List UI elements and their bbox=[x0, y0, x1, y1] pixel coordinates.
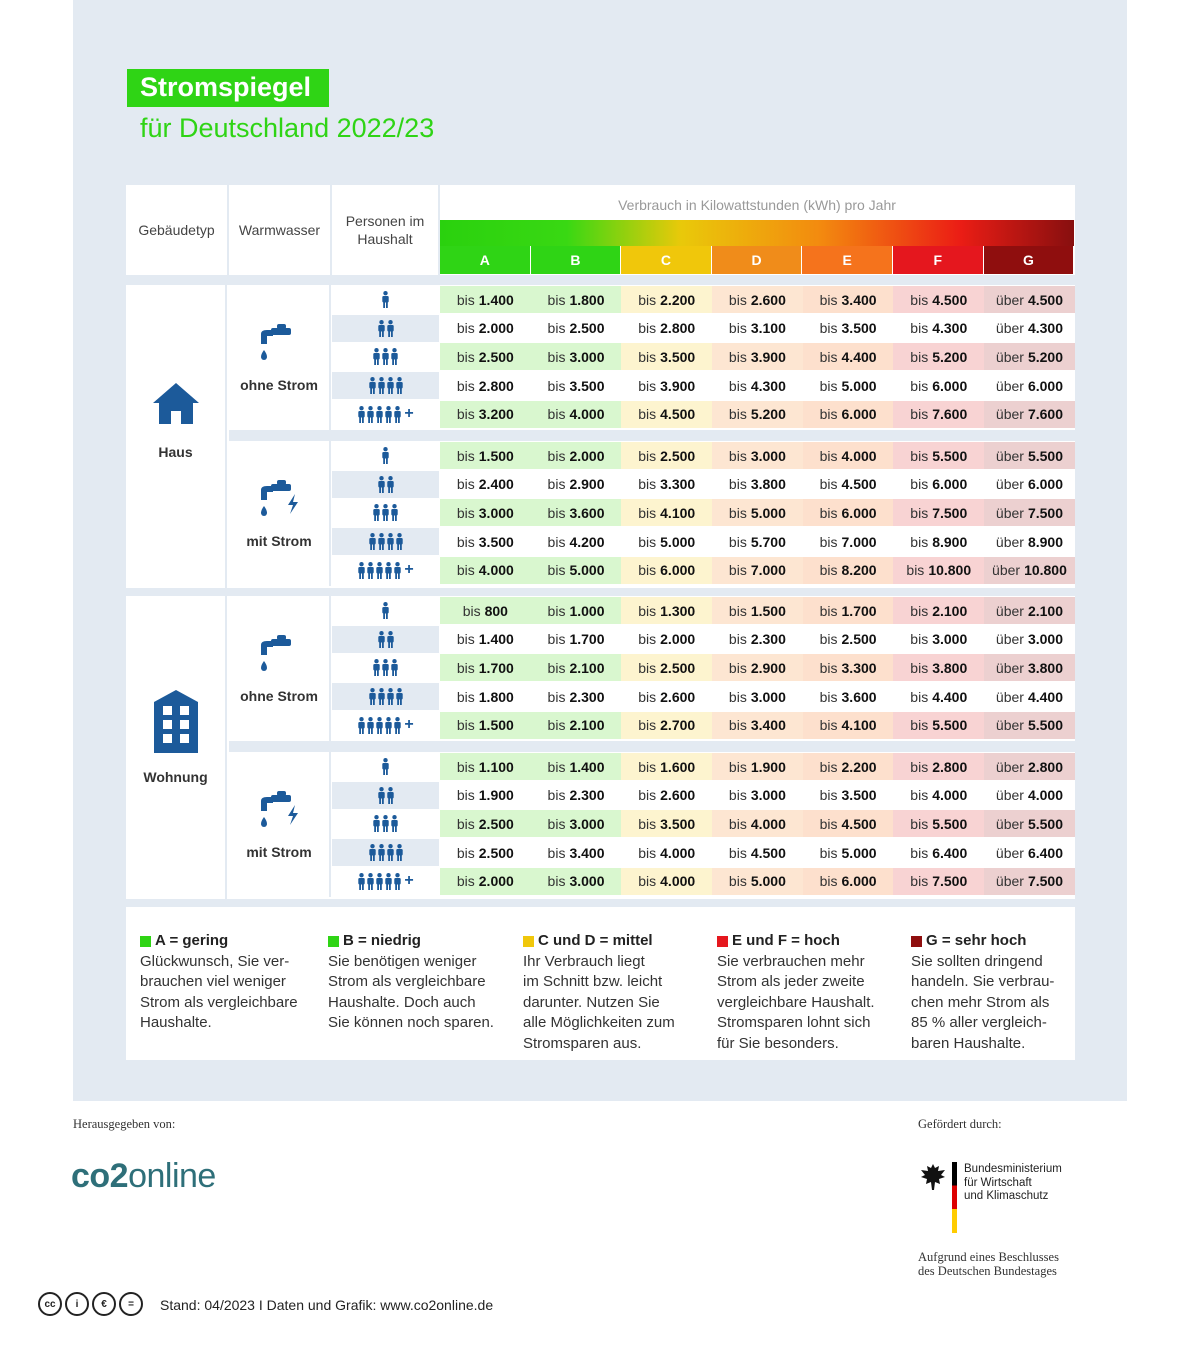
subgroup-mit-strom bbox=[229, 752, 1074, 897]
value-cell-d: bis 1.900 bbox=[712, 753, 803, 780]
value-cell-b: bis 1.800 bbox=[531, 286, 622, 313]
value-cell-g: über 7.600 bbox=[984, 401, 1075, 428]
value-cell-b: bis 1.400 bbox=[531, 753, 622, 780]
ministry-line-1: Bundesministerium bbox=[964, 1163, 1062, 1175]
license-icons bbox=[38, 1292, 143, 1316]
value-cell-b: bis 4.200 bbox=[531, 528, 622, 555]
persons-1-icon bbox=[332, 597, 440, 624]
value-cell-b: bis 3.000 bbox=[531, 810, 622, 837]
value-cell-d: bis 1.500 bbox=[712, 597, 803, 624]
value-cell-c: bis 2.600 bbox=[621, 683, 712, 710]
subgroup-ohne-strom bbox=[229, 596, 1074, 741]
building-type-cell bbox=[126, 596, 227, 899]
table-row bbox=[332, 597, 1075, 624]
value-cell-c: bis 4.000 bbox=[621, 839, 712, 866]
value-cell-b: bis 3.600 bbox=[531, 499, 622, 526]
legend-item: A = gering Glückwunsch, Sie ver- brauchen viel weniger Strom als vergleichbare Haushalte. bbox=[140, 932, 298, 1031]
noncommercial-icon: € bbox=[92, 1292, 116, 1316]
value-cell-a: bis 1.900 bbox=[440, 782, 531, 809]
building-type-label: Haus bbox=[158, 444, 193, 460]
value-cell-b: bis 3.000 bbox=[531, 868, 622, 895]
value-cell-c: bis 2.700 bbox=[621, 712, 712, 739]
cc-icon: cc bbox=[38, 1292, 62, 1316]
faucet-electric-icon bbox=[257, 789, 301, 836]
table-row bbox=[332, 372, 1075, 399]
table-row bbox=[332, 343, 1075, 370]
attribution-icon: i bbox=[65, 1292, 89, 1316]
legend-item: C und D = mittel Ihr Verbrauch liegt im Schnitt bzw. leicht darunter. Nutzen Sie alle Möglichkeiten zum Stromsparen aus. bbox=[523, 932, 675, 1052]
value-cell-e: bis 3.500 bbox=[803, 315, 894, 342]
table-row bbox=[332, 683, 1075, 710]
persons-2-icon bbox=[332, 471, 440, 498]
warmwasser-label: ohne Strom bbox=[240, 688, 318, 704]
value-cell-e: bis 8.200 bbox=[803, 557, 894, 584]
value-cell-b: bis 2.500 bbox=[531, 315, 622, 342]
persons-3-icon bbox=[332, 810, 440, 837]
value-cell-e: bis 2.500 bbox=[803, 626, 894, 653]
value-cell-g: über 4.000 bbox=[984, 782, 1075, 809]
value-cell-d: bis 3.100 bbox=[712, 315, 803, 342]
value-cell-b: bis 2.100 bbox=[531, 654, 622, 681]
value-cell-g: über 3.000 bbox=[984, 626, 1075, 653]
value-cell-e: bis 4.500 bbox=[803, 471, 894, 498]
value-cell-a: bis 1.500 bbox=[440, 712, 531, 739]
value-cell-c: bis 4.500 bbox=[621, 401, 712, 428]
class-label-b: B bbox=[531, 246, 622, 274]
value-cell-c: bis 2.500 bbox=[621, 654, 712, 681]
value-cell-f: bis 5.500 bbox=[893, 810, 984, 837]
persons-2-icon bbox=[332, 315, 440, 342]
class-label-a: A bbox=[440, 246, 531, 274]
value-cell-f: bis 7.500 bbox=[893, 868, 984, 895]
page-title: Stromspiegel bbox=[127, 69, 329, 107]
legend-item: B = niedrig Sie benötigen weniger Strom als vergleichbare Haushalte. Doch auch Sie können noch sparen. bbox=[328, 932, 494, 1031]
page-subtitle: für Deutschland 2022/23 bbox=[140, 113, 435, 143]
value-cell-f: bis 6.000 bbox=[893, 372, 984, 399]
value-cell-d: bis 5.000 bbox=[712, 868, 803, 895]
value-cell-c: bis 2.500 bbox=[621, 442, 712, 469]
value-cell-f: bis 2.800 bbox=[893, 753, 984, 780]
value-cell-a: bis 2.500 bbox=[440, 343, 531, 370]
group-haus bbox=[126, 285, 1075, 588]
stand-credits: Stand: 04/2023 I Daten und Grafik: www.co2online.de bbox=[160, 1297, 494, 1313]
value-cell-d: bis 2.600 bbox=[712, 286, 803, 313]
warmwasser-label: ohne Strom bbox=[240, 377, 318, 393]
value-cell-b: bis 3.000 bbox=[531, 343, 622, 370]
value-cell-c: bis 3.500 bbox=[621, 810, 712, 837]
value-cell-d: bis 4.300 bbox=[712, 372, 803, 399]
value-cell-g: über 6.000 bbox=[984, 372, 1075, 399]
table-row bbox=[332, 626, 1075, 653]
sponsor-label: Gefördert durch: bbox=[918, 1117, 1002, 1131]
persons-4-icon bbox=[332, 528, 440, 555]
value-cell-b: bis 4.000 bbox=[531, 401, 622, 428]
value-cell-g: über 5.500 bbox=[984, 810, 1075, 837]
federal-eagle-icon bbox=[919, 1162, 947, 1192]
value-cell-f: bis 4.400 bbox=[893, 683, 984, 710]
value-cell-e: bis 6.000 bbox=[803, 499, 894, 526]
value-cell-b: bis 2.900 bbox=[531, 471, 622, 498]
value-cell-d: bis 4.000 bbox=[712, 810, 803, 837]
value-cell-a: bis 3.500 bbox=[440, 528, 531, 555]
value-cell-g: über 4.400 bbox=[984, 683, 1075, 710]
value-cell-d: bis 5.200 bbox=[712, 401, 803, 428]
value-cell-d: bis 7.000 bbox=[712, 557, 803, 584]
subgroup-ohne-strom bbox=[229, 285, 1074, 430]
header-personen: Personen im Haushalt bbox=[332, 185, 440, 275]
value-cell-g: über 10.800 bbox=[984, 557, 1075, 584]
class-label-d: D bbox=[712, 246, 803, 274]
value-cell-b: bis 2.300 bbox=[531, 683, 622, 710]
co2online-logo bbox=[71, 1157, 216, 1196]
persons-1-icon bbox=[332, 442, 440, 469]
value-cell-f: bis 3.000 bbox=[893, 626, 984, 653]
warmwasser-cell bbox=[229, 752, 331, 897]
legend-item: E und F = hoch Sie verbrauchen mehr Strom als jeder zweite vergleichbare Haushalt. Stromsparen lohnt sich für Sie besonders. bbox=[717, 932, 875, 1052]
value-cell-a: bis 1.400 bbox=[440, 286, 531, 313]
value-cell-e: bis 6.000 bbox=[803, 401, 894, 428]
value-cell-e: bis 4.000 bbox=[803, 442, 894, 469]
value-cell-d: bis 3.900 bbox=[712, 343, 803, 370]
value-cell-d: bis 3.000 bbox=[712, 683, 803, 710]
faucet-icon bbox=[257, 633, 301, 680]
warmwasser-cell bbox=[229, 596, 331, 741]
value-cell-a: bis 2.400 bbox=[440, 471, 531, 498]
german-flag-bar bbox=[952, 1162, 957, 1233]
subgroup-mit-strom bbox=[229, 441, 1074, 586]
value-cell-d: bis 3.000 bbox=[712, 782, 803, 809]
persons-4-icon bbox=[332, 683, 440, 710]
value-cell-g: über 8.900 bbox=[984, 528, 1075, 555]
table-row bbox=[332, 499, 1075, 526]
value-cell-a: bis 3.000 bbox=[440, 499, 531, 526]
value-cell-d: bis 4.500 bbox=[712, 839, 803, 866]
persons-5-icon: + bbox=[332, 557, 440, 584]
persons-1-icon bbox=[332, 753, 440, 780]
value-cell-e: bis 3.300 bbox=[803, 654, 894, 681]
value-cell-a: bis 2.000 bbox=[440, 868, 531, 895]
legend bbox=[126, 907, 1075, 1060]
value-cell-d: bis 3.800 bbox=[712, 471, 803, 498]
building-type-label: Wohnung bbox=[143, 769, 208, 785]
value-cell-f: bis 5.500 bbox=[893, 442, 984, 469]
faucet-electric-icon bbox=[257, 478, 301, 525]
value-cell-e: bis 3.400 bbox=[803, 286, 894, 313]
value-cell-c: bis 3.300 bbox=[621, 471, 712, 498]
apartment-building-icon bbox=[150, 688, 202, 759]
value-cell-d: bis 2.300 bbox=[712, 626, 803, 653]
value-cell-a: bis 4.000 bbox=[440, 557, 531, 584]
persons-5-icon: + bbox=[332, 401, 440, 428]
value-cell-e: bis 5.000 bbox=[803, 839, 894, 866]
value-cell-c: bis 2.800 bbox=[621, 315, 712, 342]
value-cell-f: bis 6.000 bbox=[893, 471, 984, 498]
value-cell-b: bis 5.000 bbox=[531, 557, 622, 584]
subgroup-separator bbox=[229, 741, 1075, 752]
value-cell-e: bis 4.500 bbox=[803, 810, 894, 837]
value-cell-b: bis 2.100 bbox=[531, 712, 622, 739]
table-row bbox=[332, 782, 1075, 809]
value-cell-a: bis 2.500 bbox=[440, 810, 531, 837]
value-cell-g: über 7.500 bbox=[984, 499, 1075, 526]
persons-5-icon: + bbox=[332, 712, 440, 739]
table-row bbox=[332, 557, 1075, 584]
value-cell-e: bis 3.500 bbox=[803, 782, 894, 809]
value-cell-c: bis 1.300 bbox=[621, 597, 712, 624]
value-cell-a: bis 1.100 bbox=[440, 753, 531, 780]
efficiency-gradient-bar bbox=[440, 220, 1074, 247]
class-label-g: G bbox=[984, 246, 1075, 274]
value-cell-b: bis 1.000 bbox=[531, 597, 622, 624]
value-cell-g: über 4.300 bbox=[984, 315, 1075, 342]
value-cell-e: bis 2.200 bbox=[803, 753, 894, 780]
warmwasser-cell bbox=[229, 285, 331, 430]
persons-1-icon bbox=[332, 286, 440, 313]
header-verbrauch: Verbrauch in Kilowattstunden (kWh) pro Jahr bbox=[618, 197, 896, 213]
value-cell-b: bis 2.300 bbox=[531, 782, 622, 809]
value-cell-g: über 6.400 bbox=[984, 839, 1075, 866]
table-row bbox=[332, 810, 1075, 837]
value-cell-e: bis 7.000 bbox=[803, 528, 894, 555]
persons-4-icon bbox=[332, 839, 440, 866]
class-label-c: C bbox=[621, 246, 712, 274]
table-row bbox=[332, 286, 1075, 313]
value-cell-c: bis 4.100 bbox=[621, 499, 712, 526]
table-row bbox=[332, 654, 1075, 681]
value-cell-g: über 7.500 bbox=[984, 868, 1075, 895]
value-cell-f: bis 3.800 bbox=[893, 654, 984, 681]
ministry-line-3: und Klimaschutz bbox=[964, 1190, 1049, 1202]
house-icon bbox=[151, 381, 201, 430]
persons-3-icon bbox=[332, 343, 440, 370]
table-row bbox=[332, 401, 1075, 428]
persons-3-icon bbox=[332, 499, 440, 526]
value-cell-a: bis 1.400 bbox=[440, 626, 531, 653]
value-cell-a: bis 1.700 bbox=[440, 654, 531, 681]
class-label-f: F bbox=[893, 246, 984, 274]
table-row bbox=[332, 315, 1075, 342]
value-cell-f: bis 2.100 bbox=[893, 597, 984, 624]
logo-part-co2: co2 bbox=[71, 1157, 129, 1195]
table-row bbox=[332, 528, 1075, 555]
ministry-logo bbox=[919, 1160, 1099, 1240]
value-cell-c: bis 2.200 bbox=[621, 286, 712, 313]
persons-3-icon bbox=[332, 654, 440, 681]
legend-item: G = sehr hoch Sie sollten dringend handeln. Sie verbrau- chen mehr Strom als 85 % aller vergleich- baren Haushalte. bbox=[911, 932, 1055, 1052]
value-cell-f: bis 4.500 bbox=[893, 286, 984, 313]
ministry-line-2: für Wirtschaft bbox=[964, 1176, 1032, 1189]
faucet-icon bbox=[257, 322, 301, 369]
value-cell-c: bis 6.000 bbox=[621, 557, 712, 584]
table-row bbox=[332, 753, 1075, 780]
subgroup-separator bbox=[229, 430, 1075, 441]
consumption-table bbox=[126, 185, 1075, 899]
table-row bbox=[332, 471, 1075, 498]
persons-2-icon bbox=[332, 782, 440, 809]
value-cell-e: bis 6.000 bbox=[803, 868, 894, 895]
table-row bbox=[332, 839, 1075, 866]
value-cell-d: bis 5.000 bbox=[712, 499, 803, 526]
table-header bbox=[126, 185, 1075, 275]
group-wohnung bbox=[126, 596, 1075, 899]
table-row bbox=[332, 442, 1075, 469]
value-cell-d: bis 2.900 bbox=[712, 654, 803, 681]
value-cell-f: bis 5.200 bbox=[893, 343, 984, 370]
warmwasser-label: mit Strom bbox=[246, 533, 312, 549]
value-cell-f: bis 10.800 bbox=[893, 557, 984, 584]
bundestag-note bbox=[918, 1250, 1059, 1278]
warmwasser-label: mit Strom bbox=[246, 844, 312, 860]
value-cell-f: bis 4.300 bbox=[893, 315, 984, 342]
value-cell-a: bis 3.200 bbox=[440, 401, 531, 428]
persons-5-icon: + bbox=[332, 868, 440, 895]
value-cell-a: bis 2.800 bbox=[440, 372, 531, 399]
noderivatives-icon: = bbox=[119, 1292, 143, 1316]
value-cell-a: bis 2.500 bbox=[440, 839, 531, 866]
header-gebaeudetyp: Gebäudetyp bbox=[126, 185, 229, 275]
value-cell-b: bis 3.400 bbox=[531, 839, 622, 866]
value-cell-b: bis 1.700 bbox=[531, 626, 622, 653]
building-type-cell bbox=[126, 285, 227, 588]
value-cell-f: bis 7.500 bbox=[893, 499, 984, 526]
value-cell-a: bis 1.500 bbox=[440, 442, 531, 469]
value-cell-c: bis 3.500 bbox=[621, 343, 712, 370]
value-cell-g: über 5.500 bbox=[984, 442, 1075, 469]
value-cell-e: bis 4.400 bbox=[803, 343, 894, 370]
value-cell-b: bis 2.000 bbox=[531, 442, 622, 469]
value-cell-a: bis 1.800 bbox=[440, 683, 531, 710]
value-cell-d: bis 5.700 bbox=[712, 528, 803, 555]
value-cell-g: über 2.100 bbox=[984, 597, 1075, 624]
value-cell-c: bis 5.000 bbox=[621, 528, 712, 555]
value-cell-d: bis 3.000 bbox=[712, 442, 803, 469]
header-warmwasser: Warmwasser bbox=[229, 185, 332, 275]
bundestag-line-1: Aufgrund eines Beschlusses bbox=[918, 1250, 1059, 1264]
value-cell-c: bis 4.000 bbox=[621, 868, 712, 895]
value-cell-c: bis 3.900 bbox=[621, 372, 712, 399]
value-cell-f: bis 8.900 bbox=[893, 528, 984, 555]
publisher-label: Herausgegeben von: bbox=[73, 1117, 176, 1131]
value-cell-e: bis 5.000 bbox=[803, 372, 894, 399]
value-cell-f: bis 4.000 bbox=[893, 782, 984, 809]
value-cell-f: bis 6.400 bbox=[893, 839, 984, 866]
value-cell-g: über 3.800 bbox=[984, 654, 1075, 681]
value-cell-c: bis 1.600 bbox=[621, 753, 712, 780]
value-cell-g: über 4.500 bbox=[984, 286, 1075, 313]
value-cell-a: bis 800 bbox=[440, 597, 531, 624]
warmwasser-cell bbox=[229, 441, 331, 586]
value-cell-e: bis 1.700 bbox=[803, 597, 894, 624]
value-cell-f: bis 7.600 bbox=[893, 401, 984, 428]
value-cell-c: bis 2.000 bbox=[621, 626, 712, 653]
value-cell-e: bis 4.100 bbox=[803, 712, 894, 739]
value-cell-b: bis 3.500 bbox=[531, 372, 622, 399]
value-cell-a: bis 2.000 bbox=[440, 315, 531, 342]
value-cell-g: über 5.200 bbox=[984, 343, 1075, 370]
table-row bbox=[332, 868, 1075, 895]
value-cell-c: bis 2.600 bbox=[621, 782, 712, 809]
value-cell-e: bis 3.600 bbox=[803, 683, 894, 710]
logo-part-online: online bbox=[128, 1157, 216, 1195]
value-cell-f: bis 5.500 bbox=[893, 712, 984, 739]
value-cell-g: über 5.500 bbox=[984, 712, 1075, 739]
value-cell-d: bis 3.400 bbox=[712, 712, 803, 739]
persons-2-icon bbox=[332, 626, 440, 653]
table-row bbox=[332, 712, 1075, 739]
value-cell-g: über 2.800 bbox=[984, 753, 1075, 780]
class-label-e: E bbox=[802, 246, 893, 274]
value-cell-g: über 6.000 bbox=[984, 471, 1075, 498]
persons-4-icon bbox=[332, 372, 440, 399]
bundestag-line-2: des Deutschen Bundestages bbox=[918, 1264, 1057, 1278]
